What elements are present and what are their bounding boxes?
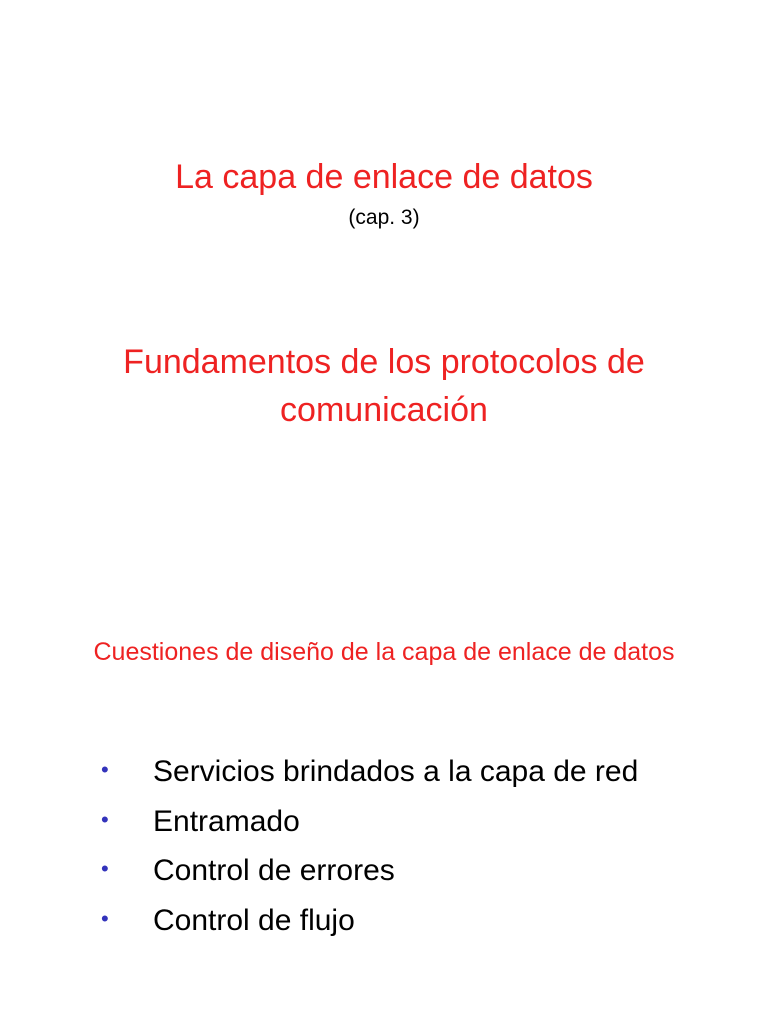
bullet-dot-icon: • bbox=[101, 856, 109, 881]
list-item bbox=[96, 752, 638, 802]
section-heading: Cuestiones de diseño de la capa de enlace de datos bbox=[93, 638, 675, 666]
slide-subtitle: (cap. 3) bbox=[348, 206, 420, 229]
bullet-text: Control de errores bbox=[153, 854, 395, 887]
bullet-dot-icon: • bbox=[101, 757, 109, 782]
bullet-dot-icon: • bbox=[101, 806, 109, 832]
fundamentals-line-1: Fundamentos de los protocolos de bbox=[123, 343, 645, 381]
bullet-text: Servicios brindados a la capa de red bbox=[153, 755, 639, 788]
bullet-text: Control de flujo bbox=[153, 903, 355, 937]
list-item bbox=[96, 901, 638, 951]
bullet-list bbox=[96, 752, 638, 950]
bullet-text: Entramado bbox=[153, 804, 300, 838]
list-item bbox=[96, 802, 638, 852]
fundamentals-line-2: comunicación bbox=[280, 391, 488, 429]
fundamentals-heading bbox=[0, 338, 768, 434]
slide-title: La capa de enlace de datos bbox=[175, 158, 593, 196]
list-item bbox=[96, 851, 638, 901]
bullet-dot-icon: • bbox=[101, 905, 109, 931]
